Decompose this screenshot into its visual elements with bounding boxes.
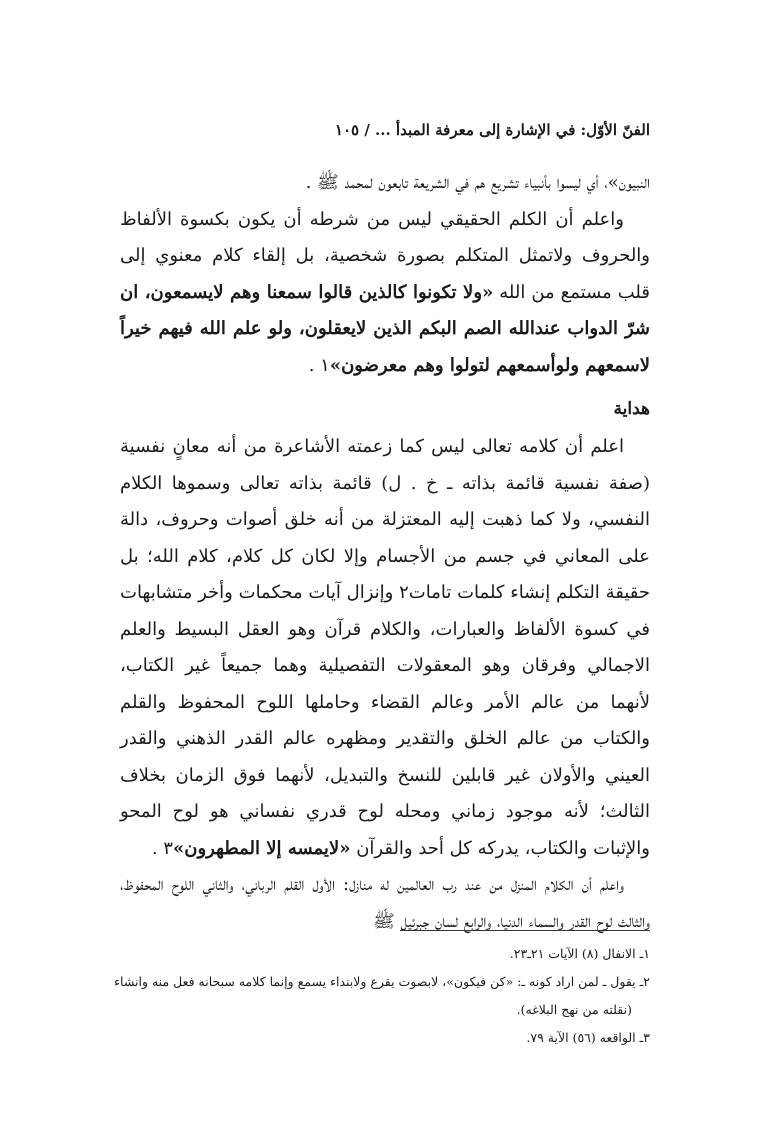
footnote-continuation: (نقلته من نهج البلاغه). (516, 1002, 632, 1017)
paragraph (120, 202, 650, 385)
running-header: الفنّ الأوّل: في الإشارة إلى معرفة المبدأ ... / ١٠٥ (334, 121, 650, 139)
text-run: النبيون»، أي ليسوا بأنبياء تشريع هم في الشريعة تابعون لمحمد ﷺ . (305, 172, 650, 193)
footnote-ref: ٢ (399, 582, 409, 603)
text-run: واعلم أن الكلام المنزل من عند رب العالمين له منازل: الأول القلم الرباني، والثاني اللوح المحفوظ، والثالث لوح القدر والسماء الدنيا، والرابع لسان جبرئيل ﷺ (120, 874, 650, 932)
paragraph (120, 165, 650, 202)
main-text-top (120, 165, 650, 384)
footnote-divider (400, 930, 650, 931)
paragraph (120, 429, 650, 867)
text-run: اعلم أن كلامه تعالى ليس كما زعمته الأشاعرة من أنه معانٍ نفسية (صفة نفسية قائمة بذاته ـ خ . ل) قائمة بذاته تعالى وسموها الكلام النفسي، ولا كما ذهبت إليه المعتزلة من أنه خلق أصوات وحروف، دالة على المعاني في جسم من الأجسام وإلا لكان كل كلام، كلام الله؛ بل حقيقة التكلم إنشاء كلمات تامات (120, 436, 650, 603)
footnote: ٣ـ الواقعه (٥٦) الآية ٧٩. (526, 1030, 650, 1045)
quran-quote: «لايمسه إلا المطهرون» (172, 837, 351, 859)
footnotes (114, 940, 650, 1052)
footnote-ref: ٣ . (151, 837, 173, 859)
footnote: ٢ـ يقول ـ لمن اراد كونه ـ: «كن فيكون»، لابصوت يقرع ولابنداء يسمع وإنما كلامه سبحانه فعل منه وانشاء (114, 974, 650, 989)
main-text-bottom (120, 393, 650, 940)
text-run: واعلم أن الكلم الحقيقي ليس من شرطه أن يكون بكسوة الألفاظ والحروف ولاتمثل المتكلم بصورة شخصية، بل إلقاء كلام معنوي إلى قلب مستمع من الله (120, 208, 650, 303)
section-heading: هداية (613, 399, 650, 419)
footnote: ١ـ الانفال (٨) الآيات ٢١ـ٢٣. (509, 946, 650, 961)
footnote-ref: ١ . (308, 354, 330, 376)
text-run: وإنزال آيات محكمات وأخر متشابهات في كسوة الألفاظ والعبارات، والكلام قرآن وهو العقل البسيط والعلم الاجمالي وفرقان وهو المعقولات التفصيلية وهما جميعاً غير الكتاب، لأنهما من عالم الأمر وعالم القضاء وحاملها اللوح المحفوظ والقلم والكتاب من عالم الخلق والتقدير ومظهره عالم القدر الذهني والقدر العيني والأولان غير قابلين للنسخ والتبديل، لأنهما فوق الزمان بخلاف الثالث؛ لأنه موجود زماني ومحله لوح قدري نفساني هو لوح المحو والإثبات والكتاب، يدركه كل أحد والقرآن (120, 582, 650, 859)
quran-quote: «ولا تكونوا كالذين قالوا سمعنا وهم لايسمعون، ان شرّ الدواب عندالله الصم البكم الذين لايعقلون، ولو علم الله فيهم خيراً لاسمعهم ولوأسمعهم لتولوا وهم معرضون» (120, 281, 650, 376)
